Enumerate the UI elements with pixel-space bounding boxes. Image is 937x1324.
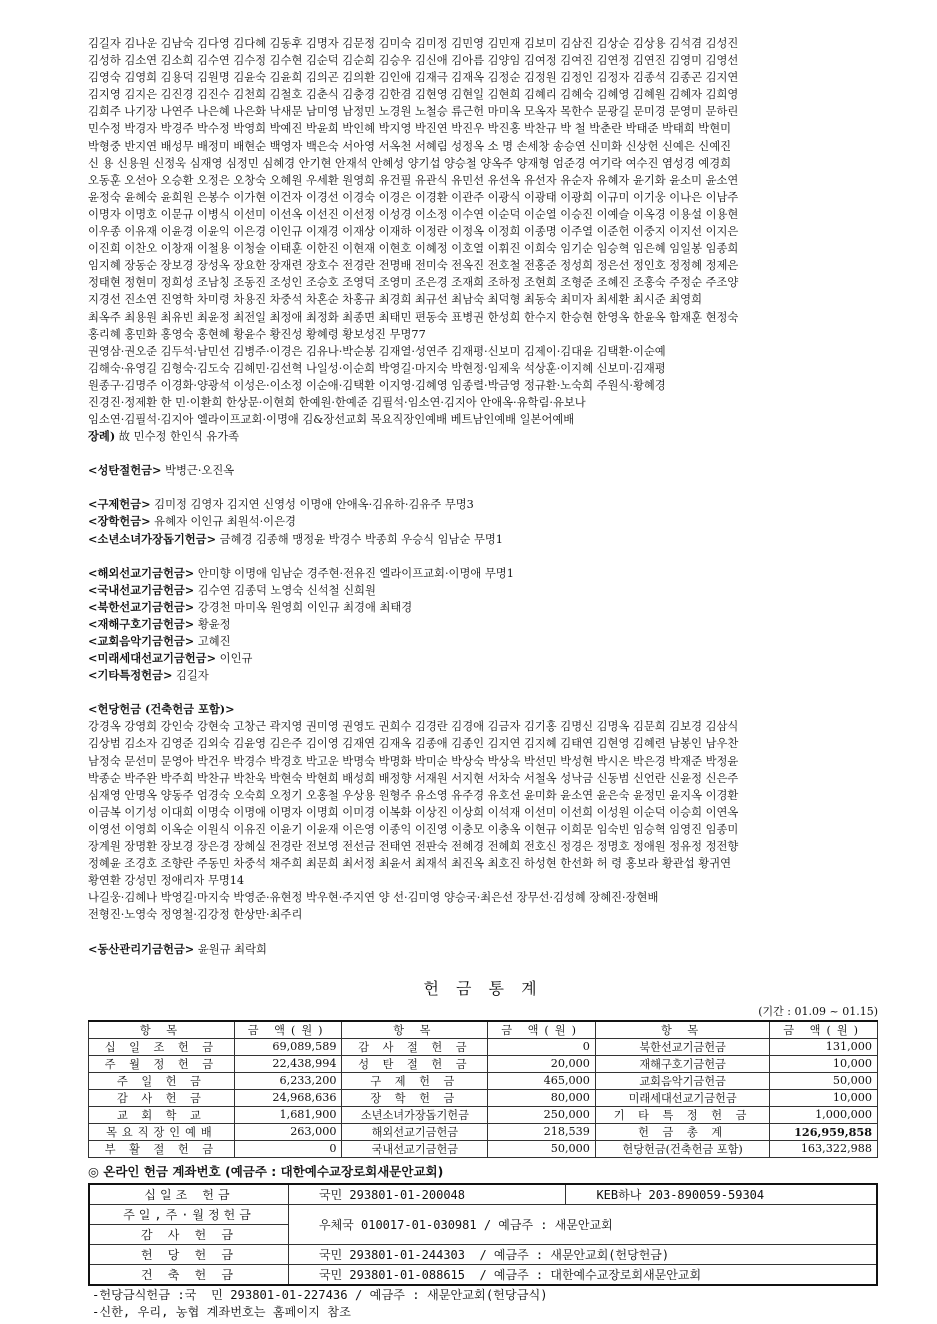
account-notes: [88, 1287, 878, 1321]
stat-label: 십 일 조 헌 금: [89, 1038, 235, 1055]
stat-amount: 50,000: [488, 1140, 596, 1157]
stats-title: 헌 금 통 계: [423, 978, 543, 998]
stat-label: 헌당헌금(건축헌금 포함): [595, 1140, 769, 1157]
future-label: <미래세대선교기금헌금>: [88, 651, 217, 666]
relief-scholarship-youth: [88, 496, 878, 547]
table-row: [89, 1089, 878, 1106]
north-text: 강경천 마미옥 원영희 이인규 최경애 최태경: [194, 600, 413, 614]
stat-label: 장 학 헌 금: [342, 1089, 488, 1106]
col-item-2: 항 목: [342, 1021, 488, 1039]
table-row: [89, 1204, 877, 1224]
stat-label: 기 타 특 정 헌 금: [595, 1106, 769, 1123]
names-line: 임소연·김필석·김지아 엘라이프교회·이명애 김&장선교회 목요직장인예배 베트남인예배 일본어예배: [88, 413, 575, 427]
stat-amount: 22,438,994: [234, 1055, 342, 1072]
names-line: 이명자 이명호 이문규 이병식 이선미 이선옥 이선진 이선정 이성경 이소정 이수연 이순덕 이순열 이승진 이예슬 이옥경 이용설 이용현: [88, 207, 739, 221]
funeral-label: 장례): [88, 429, 116, 444]
stat-label: 헌 금 총 계: [595, 1123, 769, 1140]
property-text: 윤원규 최락희: [194, 942, 267, 956]
stat-amount: 218,539: [488, 1123, 596, 1140]
col-amount-2: 금 액(원): [488, 1021, 596, 1039]
stat-amount: 263,000: [234, 1123, 342, 1140]
stat-amount: 24,968,636: [234, 1089, 342, 1106]
names-line: 김길자 김나운 김남숙 김다영 김다혜 김동후 김명자 김문정 김미숙 김미정 김민영 김민재 김보미 김삼진 김상순 김상용 김석겸 김성진: [88, 37, 739, 50]
names-line: 정혜윤 조경호 조향란 주동민 차중석 채주희 최문희 최서정 최윤서 최재석 최진옥 최호진 하성현 한선화 허 령 홍보라 황관섭 황귀연: [88, 857, 732, 871]
names-line: 이영선 이영희 이옥순 이원식 이유진 이윤기 이윤재 이은영 이종익 이진영 이충모 이충옥 이현규 이희문 임숙빈 임승혁 임영진 임종미: [88, 822, 739, 836]
disaster-text: 황윤정: [194, 617, 231, 631]
names-line: 박형중 반지연 배성무 배정미 배현순 백영자 백은숙 서아영 서옥천 서혜림 성정옥 소 명 손세창 송승연 신미화 신상헌 신예은 신예진: [88, 139, 732, 153]
stat-amount: 50,000: [770, 1072, 878, 1089]
stat-label: 감 사 헌 금: [89, 1089, 235, 1106]
table-row: [89, 1072, 878, 1089]
stat-label: 성 탄 절 헌 금: [342, 1055, 488, 1072]
names-line: 장계원 장명환 장보경 장은경 장혜실 전경란 전보영 전선금 전태연 전판숙 전혜경 전혜희 전호신 정경은 정명호 정애원 정유정 정전향: [88, 840, 739, 854]
stat-amount: 163,322,988: [770, 1140, 878, 1157]
names-line: 강경옥 강영희 강인숙 강현숙 고창근 곽지영 권미영 권영도 권희수 김경란 김경애 김금자 김기홍 김명신 김명옥 김문희 김보경 김삼식: [88, 720, 739, 734]
relief-label: <구제헌금>: [88, 497, 151, 512]
stat-label: 감 사 절 헌 금: [342, 1038, 488, 1055]
table-row: [89, 1140, 878, 1157]
names-line: 지경선 진소연 진영학 차미령 차용진 차중석 차혼순 차홍규 최경희 최규선 최남숙 최덕형 최동숙 최미자 최세환 최시준 최영희: [88, 293, 703, 307]
account-value: 국민 293801-01-244303 / 예금주 : 새문안교회(헌당헌금): [289, 1244, 878, 1264]
names-line: 김지영 김지은 김진경 김진수 김천희 김철호 김춘식 김충경 김한겸 김현영 김현일 김현희 김혜리 김혜숙 김혜영 김혜원 김혜자 김희영: [88, 88, 739, 102]
stat-label: 국내선교기금헌금: [342, 1140, 488, 1157]
names-line: 이우종 이유재 이윤경 이윤익 이은경 이인규 이재경 이재상 이재하 이정란 이정옥 이정희 이종명 이주열 이준헌 이중지 이지선 이지은: [88, 225, 739, 239]
names-line: 나길웅·김혜나 박영길·마지숙 박영준·유현정 박우현·주지연 양 선·김미영 양승국·최은선 장무선·김성혜 장혜진·장현배: [88, 891, 659, 905]
youth-text: 금혜경 김종해 맹정윤 박경수 박종희 우승식 임남순 무명1: [216, 532, 503, 546]
names-line: 민수정 박경자 박경주 박수정 박영희 박예진 박윤희 박인혜 박지영 박진연 박진우 박진홍 박찬규 박 철 박춘란 박태준 박태희 박현미: [88, 122, 732, 136]
stat-amount: 465,000: [488, 1072, 596, 1089]
names-line: 이금복 이기성 이대희 이명숙 이명애 이명자 이명희 이미경 이복화 이상진 이상희 이석재 이선미 이선희 이성원 이순덕 이승희 이연옥: [88, 805, 739, 819]
stat-label: 해외선교기금헌금: [342, 1123, 488, 1140]
stat-label: 재해구호기금헌금: [595, 1055, 769, 1072]
mission-funds: [88, 565, 878, 685]
christmas-label: <성탄절헌금>: [88, 463, 162, 478]
stat-amount: 126,959,858: [770, 1123, 878, 1140]
names-line: 황연환 강성민 정애리자 무명14: [88, 874, 245, 888]
christmas-offering: [88, 462, 878, 479]
north-label: <북한선교기금헌금>: [88, 599, 195, 614]
names-line: 최옥주 최용원 최유빈 최윤정 최전일 최정애 최정화 최종면 최태민 편동숙 표병권 한성희 한수지 한승현 한영옥 한윤옥 함재훈 현정숙: [88, 310, 739, 324]
account-label: 십일조 헌금: [89, 1184, 289, 1205]
donor-names-block: [88, 35, 878, 428]
dedication-offering: [88, 701, 878, 923]
account-label: 건 축 헌 금: [89, 1264, 289, 1285]
stat-label: 교회음악기금헌금: [595, 1072, 769, 1089]
stats-period: (기간 : 01.09 ~ 01.15): [758, 1004, 878, 1018]
names-line: 권영삼·권오준 김두석·남민선 김병주·이경은 김유나·박순봉 김재열·성연주 김재평·신보미 김제이·김대윤 김택환·이순예: [88, 344, 666, 358]
names-line: 신 용 신용원 신정욱 심재영 심정민 심혜경 안기현 안재석 안혜성 양기섭 양승철 양옥주 양재형 엄준경 여기락 여수진 염성경 예경희: [88, 156, 732, 170]
funeral-line: [88, 428, 878, 445]
property-offering: [88, 941, 878, 958]
names-line: 윤정숙 윤혜숙 윤희원 은봉수 이가현 이건자 이경선 이경숙 이경은 이경환 이관주 이광식 이광태 이광희 이규미 이기웅 이나은 이남주: [88, 190, 739, 204]
names-line: 김영숙 김영희 김용덕 김원명 김윤숙 김윤희 김의곤 김의환 김인애 김재극 김재옥 김정순 김정원 김정인 김정자 김종석 김종곤 김지연: [88, 71, 739, 85]
account-value: 국민 293801-01-200048: [289, 1184, 566, 1205]
scholarship-text: 유혜자 이인규 최원석·이은경: [150, 515, 296, 529]
stat-amount: 1,681,900: [234, 1106, 342, 1123]
stat-amount: 20,000: [488, 1055, 596, 1072]
disaster-label: <재해구호기금헌금>: [88, 616, 195, 631]
account-label: 헌 당 헌 금: [89, 1244, 289, 1264]
table-row: [89, 1244, 877, 1264]
names-line: 심재영 안명옥 양동주 엄경숙 오숙희 오정기 오홍철 우상용 원형주 유소영 유주경 유호선 윤미화 윤소연 윤은숙 윤정민 윤지옥 이경환: [88, 788, 739, 802]
col-item-1: 항 목: [89, 1021, 235, 1039]
account-value: KEB하나 203-890059-59304: [566, 1184, 877, 1205]
names-line: 김상범 김소자 김영준 김외숙 김윤영 김은주 김이영 김재연 김재옥 김종애 김종인 김지연 김지혜 김태연 김현영 김혜련 남봉인 남우찬: [88, 737, 739, 751]
names-line: 남정숙 문선미 문영아 박건우 박경수 박경호 박고운 박명숙 박명화 박미순 박상숙 박상욱 박선민 박성현 박시온 박은경 박재준 박정윤: [88, 754, 739, 768]
table-row: [89, 1184, 877, 1205]
stat-amount: 0: [488, 1038, 596, 1055]
account-value: 우체국 010017-01-030981 / 예금주 : 새문안교회: [289, 1204, 878, 1244]
stat-label: 주 월 정 헌 금: [89, 1055, 235, 1072]
scholarship-label: <장학헌금>: [88, 514, 151, 529]
names-line: 원종구·김명주 이경화·양광석 이성은·이소정 이순애·김택환 이지영·김혜영 임종렬·박금영 정규환·노숙희 주원식·황혜경: [88, 378, 666, 392]
names-line: 정태현 정현미 정희성 조남칭 조동진 조성인 조승호 조영덕 조영미 조은경 조재희 조하정 조현희 조형준 조혜진 조홍숙 주정순 주조양: [88, 276, 739, 290]
stat-amount: 10,000: [770, 1055, 878, 1072]
table-row: [89, 1106, 878, 1123]
domestic-label: <국내선교기금헌금>: [88, 582, 195, 597]
stat-label: 주 일 헌 금: [89, 1072, 235, 1089]
table-row: [89, 1123, 878, 1140]
funeral-text: 故 민수정 한인식 유가족: [115, 430, 240, 444]
offering-stats-table: [88, 1020, 878, 1158]
names-line: 홍리혜 홍민화 홍영숙 홍현혜 황윤수 황진성 황혜령 황보성진 무명77: [88, 327, 426, 341]
stat-amount: 10,000: [770, 1089, 878, 1106]
stat-amount: 0: [234, 1140, 342, 1157]
dedication-label: <헌당헌금 (건축헌금 포함)>: [88, 702, 235, 717]
table-row: [89, 1055, 878, 1072]
names-line: 전형진·노영숙 정영철·김강정 한상만·최주리: [88, 908, 303, 922]
accounts-title: ◎ 온라인 헌금 계좌번호 (예금주 : 대한예수교장로회새문안교회): [88, 1163, 444, 1179]
dedication-names: [88, 718, 878, 923]
names-line: 김해숙·유영길 김형숙·김도숙 김혜민·김선혁 나일성·이순희 박영길·마지숙 박현정·임제욱 석상훈·이지혜 신보미·김재평: [88, 361, 666, 375]
stat-label: 미래세대선교기금헌금: [595, 1089, 769, 1106]
overseas-label: <해외선교기금헌금>: [88, 565, 195, 580]
names-line: 김희주 나기장 나연주 나은혜 나은화 낙새문 남미영 남정민 노경원 노철승 류근헌 마미옥 모옥자 목한수 문광길 문미경 문영미 문하린: [88, 105, 739, 119]
other-special-label: <기타특정헌금>: [88, 668, 173, 683]
names-line: 임지혜 장동순 장보경 장성옥 장요한 장재련 장호수 전경란 전명배 전미숙 전옥진 전호철 전홍준 정성희 정은선 정인호 정정혜 정제은: [88, 259, 739, 273]
stat-label: 교 회 학 교: [89, 1106, 235, 1123]
christmas-text: 박병근·오진옥: [161, 464, 235, 478]
col-amount-1: 금 액(원): [234, 1021, 342, 1039]
names-line: 진경진·정제환 한 민·이환희 한상문·이현희 한예원·한예준 김필석·임소연·김지아 안애옥·유학림·유보나: [88, 395, 586, 409]
music-label: <교회음악기금헌금>: [88, 634, 195, 648]
stat-label: 구 제 헌 금: [342, 1072, 488, 1089]
overseas-text: 안미향 이명애 임남순 경주현·전유진 엘라이프교회·이명애 무명1: [194, 566, 514, 580]
other-special-text: 김길자: [172, 669, 209, 683]
music-text: 고혜진: [194, 635, 231, 648]
account-label: 주일,주·월정헌금: [89, 1204, 289, 1224]
stat-label: 북한선교기금헌금: [595, 1038, 769, 1055]
property-label: <동산관리기금헌금>: [88, 941, 195, 956]
stat-amount: 80,000: [488, 1089, 596, 1106]
stat-label: 목요직장인예배: [89, 1123, 235, 1140]
table-row: [89, 1038, 878, 1055]
accounts-table: [88, 1183, 878, 1286]
account-label: 감 사 헌 금: [89, 1224, 289, 1244]
names-line: 박종순 박주완 박주희 박찬규 박찬욱 박현숙 박현희 배성희 배정향 서재원 서지현 서차숙 서철옥 성낙금 신동범 신언란 신윤정 신은주: [88, 771, 739, 785]
relief-text: 김미정 김영자 김지연 신영성 이명애 안애옥·김유하·김유주 무명3: [150, 498, 474, 512]
account-value: 국민 293801-01-088615 / 예금주 : 대한예수교장로회새문안교회: [289, 1264, 878, 1285]
stat-amount: 69,089,589: [234, 1038, 342, 1055]
names-line: 오동훈 오선아 오승환 오정은 오창숙 오혜원 우세환 원영희 유건필 유관식 유민선 유선옥 유선자 유순자 유혜자 윤기화 윤소미 윤소연: [88, 173, 739, 187]
names-line: 이진희 이찬오 이창재 이철용 이청술 이태훈 이한진 이현재 이현호 이혜정 이호열 이휘진 이희숙 임기순 임승혁 임은혜 임일봉 임종희: [88, 242, 739, 256]
names-line: 김성하 김소연 김소희 김수연 김수정 김수현 김순덕 김순희 김승우 김신애 김아름 김양임 김여정 김여진 김연정 김연진 김영미 김영선: [88, 54, 739, 68]
stat-amount: 6,233,200: [234, 1072, 342, 1089]
col-item-3: 항 목: [595, 1021, 769, 1039]
stat-amount: 131,000: [770, 1038, 878, 1055]
stat-label: 소년소녀가장돕기헌금: [342, 1106, 488, 1123]
stat-amount: 250,000: [488, 1106, 596, 1123]
future-text: 이인규: [216, 652, 253, 666]
note-line: -신한, 우리, 농협 계좌번호는 홈페이지 참조: [92, 1304, 351, 1319]
bulletin-page: [88, 35, 878, 1321]
youth-label: <소년소녀가장돕기헌금>: [88, 531, 217, 546]
stat-label: 부 활 절 헌 금: [89, 1140, 235, 1157]
stat-amount: 1,000,000: [770, 1106, 878, 1123]
col-amount-3: 금 액(원): [770, 1021, 878, 1039]
note-line: -헌당금식헌금 :국 민 293801-01-227436 / 예금주 : 새문안교회(헌당금식): [92, 1287, 548, 1302]
domestic-text: 김수연 김종덕 노영숙 신석철 신희원: [194, 583, 376, 597]
table-row: [89, 1264, 877, 1285]
